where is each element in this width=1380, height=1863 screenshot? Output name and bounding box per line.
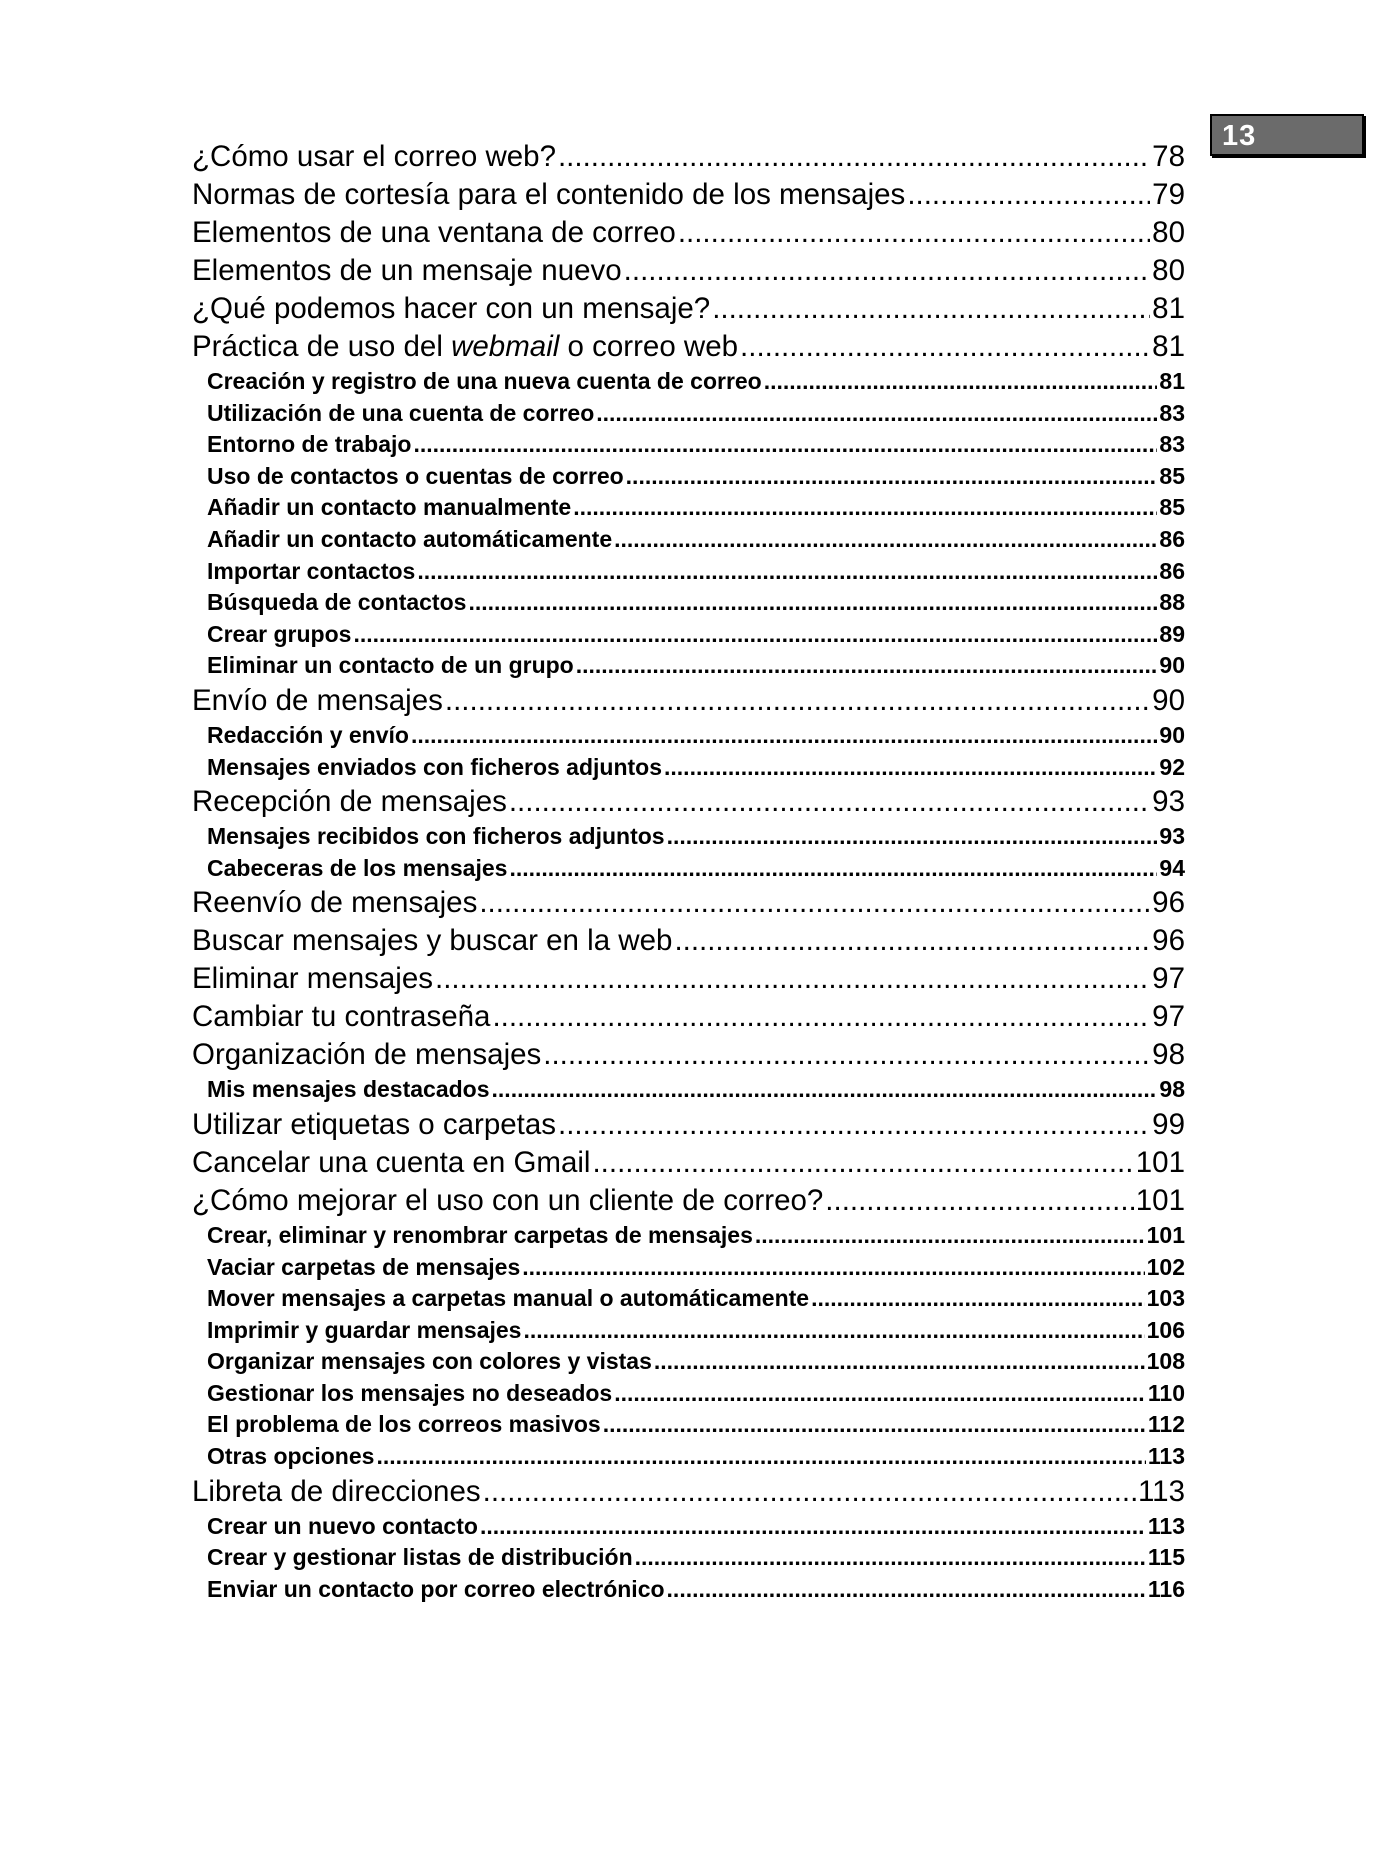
toc-page-number: 101	[1146, 1221, 1185, 1248]
toc-entry-title: Libreta de direcciones	[192, 1474, 481, 1508]
toc-section-entry[interactable]	[192, 138, 1185, 176]
toc-dot-leader	[654, 1346, 1145, 1378]
toc-dot-leader	[468, 587, 1157, 619]
page-number: 13	[1222, 120, 1257, 152]
toc-page-number: 94	[1159, 854, 1185, 881]
toc-page-number: 101	[1135, 1183, 1185, 1217]
toc-entry-title-part: Práctica de uso del	[192, 330, 452, 363]
toc-entry-title: Eliminar mensajes	[192, 962, 433, 996]
toc-page-number: 98	[1152, 1038, 1185, 1072]
toc-dot-leader	[907, 176, 1150, 214]
toc-entry-title: Elementos de un mensaje nuevo	[192, 254, 622, 287]
toc-dot-leader	[674, 922, 1150, 960]
toc-dot-leader	[825, 1182, 1133, 1220]
toc-subsection-entry[interactable]	[192, 1409, 1185, 1441]
toc-page-number: 79	[1152, 178, 1185, 211]
toc-dot-leader	[376, 1441, 1145, 1473]
toc-page-number: 113	[1147, 1512, 1185, 1539]
toc-section-entry[interactable]	[192, 1144, 1185, 1182]
toc-dot-leader	[664, 752, 1157, 784]
toc-dot-leader	[614, 1378, 1146, 1410]
toc-entry-title: Crear y gestionar listas de distribución	[207, 1544, 633, 1571]
toc-entry-title: El problema de los correos masivos	[207, 1411, 601, 1438]
toc-entry-title: Organizar mensajes con colores y vistas	[207, 1348, 652, 1375]
toc-entry-title: Entorno de trabajo	[207, 431, 412, 458]
toc-page-number: 93	[1159, 823, 1185, 850]
toc-page-number: 85	[1159, 494, 1185, 521]
toc-dot-leader	[558, 138, 1150, 176]
toc-entry-title: Uso de contactos o cuentas de correo	[207, 462, 624, 489]
toc-dot-leader	[614, 524, 1157, 556]
toc-subsection-entry[interactable]	[192, 366, 1185, 398]
toc-subsection-entry[interactable]	[192, 1074, 1185, 1106]
toc-entry-title: ¿Cómo mejorar el uso con un cliente de correo?	[192, 1183, 824, 1217]
toc-page-number: 113	[1147, 1443, 1185, 1470]
toc-subsection-entry[interactable]	[192, 1441, 1185, 1473]
toc-dot-leader	[603, 1409, 1146, 1441]
toc-dot-leader	[411, 720, 1157, 752]
toc-entry-title: Crear grupos	[207, 620, 352, 647]
toc-page-number: 101	[1135, 1145, 1185, 1179]
toc-entry-title: Recepción de mensajes	[192, 785, 507, 819]
toc-entry-title: Buscar mensajes y buscar en la web	[192, 924, 673, 958]
toc-dot-leader	[678, 214, 1150, 252]
toc-page-number: 116	[1147, 1575, 1185, 1602]
toc-dot-leader	[509, 853, 1157, 885]
page-number-tab	[1210, 114, 1364, 156]
toc-subsection-entry[interactable]	[192, 1542, 1185, 1574]
toc-dot-leader	[764, 366, 1158, 398]
toc-entry-title: Crear un nuevo contacto	[207, 1512, 478, 1539]
toc-section-entry[interactable]	[192, 1106, 1185, 1144]
toc-dot-leader	[435, 960, 1150, 998]
toc-page-number: 80	[1152, 216, 1185, 249]
toc-subsection-entry[interactable]	[192, 492, 1185, 524]
toc-entry-title: Utilización de una cuenta de correo	[207, 399, 595, 426]
toc-dot-leader	[509, 783, 1150, 821]
toc-entry-title: Cancelar una cuenta en Gmail	[192, 1145, 591, 1179]
toc-entry-title-part: o correo web	[559, 330, 739, 363]
toc-page-number: 96	[1152, 924, 1185, 958]
toc-section-entry[interactable]	[192, 328, 1185, 366]
toc-page-number: 112	[1147, 1411, 1185, 1438]
toc-entry-title: Cabeceras de los mensajes	[207, 854, 508, 881]
toc-entry-title: ¿Qué podemos hacer con un mensaje?	[192, 292, 711, 325]
toc-dot-leader	[413, 429, 1157, 461]
toc-entry-title: Gestionar los mensajes no deseados	[207, 1379, 613, 1406]
toc-subsection-entry[interactable]	[192, 619, 1185, 651]
toc-section-entry[interactable]	[192, 290, 1185, 328]
toc-subsection-entry[interactable]	[192, 429, 1185, 461]
toc-subsection-entry[interactable]	[192, 587, 1185, 619]
toc-entry-title: Cambiar tu contraseña	[192, 1000, 491, 1034]
toc-page-number: 90	[1159, 721, 1185, 748]
toc-page-number: 90	[1152, 683, 1185, 717]
toc-page-number: 83	[1159, 399, 1185, 426]
toc-entry-title	[192, 328, 738, 366]
toc-entry-title: Mover mensajes a carpetas manual o automáticamente	[207, 1285, 810, 1312]
toc-page-number: 83	[1159, 431, 1185, 458]
toc-subsection-entry[interactable]	[192, 556, 1185, 588]
toc-dot-leader	[811, 1283, 1145, 1315]
toc-dot-leader	[755, 1220, 1145, 1252]
toc-subsection-entry[interactable]	[192, 461, 1185, 493]
toc-entry-title: Mensajes recibidos con ficheros adjuntos	[207, 823, 665, 850]
toc-entry-title: Redacción y envío	[207, 721, 409, 748]
toc-dot-leader	[576, 650, 1158, 682]
toc-page-number: 106	[1146, 1316, 1185, 1343]
toc-section-entry[interactable]	[192, 998, 1185, 1036]
toc-entry-title: ¿Cómo usar el correo web?	[192, 140, 556, 173]
toc-page-number: 99	[1152, 1107, 1185, 1141]
toc-dot-leader	[483, 1473, 1136, 1511]
toc-subsection-entry[interactable]	[192, 524, 1185, 556]
toc-dot-leader	[667, 1574, 1146, 1606]
toc-page-number: 80	[1152, 254, 1185, 287]
toc-dot-leader	[543, 1036, 1150, 1074]
toc-entry-title: Crear, eliminar y renombrar carpetas de mensajes	[207, 1221, 753, 1248]
toc-page-number: 81	[1159, 368, 1185, 394]
toc-page-number: 108	[1146, 1348, 1185, 1375]
toc-dot-leader	[492, 998, 1150, 1036]
toc-dot-leader	[492, 1074, 1158, 1106]
toc-page-number: 88	[1159, 589, 1185, 616]
toc-entry-title: Búsqueda de contactos	[207, 589, 467, 616]
toc-page-number: 85	[1159, 462, 1185, 489]
toc-entry-title: Eliminar un contacto de un grupo	[207, 652, 574, 679]
toc-section-entry[interactable]	[192, 176, 1185, 214]
toc-section-entry[interactable]	[192, 884, 1185, 922]
toc-entry-title: Otras opciones	[207, 1443, 375, 1470]
toc-page-number: 92	[1159, 753, 1185, 780]
toc-dot-leader	[596, 398, 1157, 430]
toc-subsection-entry[interactable]	[192, 720, 1185, 752]
toc-page-number: 81	[1152, 292, 1185, 325]
toc-page-number: 86	[1159, 525, 1185, 552]
toc-section-entry[interactable]	[192, 1182, 1185, 1220]
toc-page-number: 113	[1137, 1474, 1185, 1508]
toc-page-number: 81	[1152, 330, 1185, 363]
toc-dot-leader	[558, 1106, 1150, 1144]
toc-section-entry[interactable]	[192, 1036, 1185, 1074]
toc-page-number: 89	[1159, 620, 1185, 647]
toc-entry-title: Mis mensajes destacados	[207, 1076, 490, 1103]
toc-section-entry[interactable]	[192, 214, 1185, 252]
toc-subsection-entry[interactable]	[192, 1315, 1185, 1347]
toc-page-number: 86	[1159, 557, 1185, 584]
toc-dot-leader	[522, 1252, 1144, 1284]
toc-page-number: 96	[1152, 886, 1185, 920]
toc-entry-title: Añadir un contacto manualmente	[207, 494, 572, 521]
toc-entry-title: Reenvío de mensajes	[192, 886, 478, 920]
toc-dot-leader	[740, 328, 1150, 366]
toc-page-number: 78	[1152, 140, 1185, 173]
toc-subsection-entry[interactable]	[192, 853, 1185, 885]
toc-section-entry[interactable]	[192, 922, 1185, 960]
toc-subsection-entry[interactable]	[192, 1346, 1185, 1378]
toc-subsection-entry[interactable]	[192, 1378, 1185, 1410]
toc-section-entry[interactable]	[192, 682, 1185, 720]
toc-dot-leader	[635, 1542, 1146, 1574]
toc-dot-leader	[573, 492, 1157, 524]
toc-section-entry[interactable]	[192, 252, 1185, 290]
toc-subsection-entry[interactable]	[192, 1252, 1185, 1284]
toc-subsection-entry[interactable]	[192, 650, 1185, 682]
toc-dot-leader	[353, 619, 1157, 651]
toc-subsection-entry[interactable]	[192, 1283, 1185, 1315]
toc-entry-title: Añadir un contacto automáticamente	[207, 525, 613, 552]
toc-subsection-entry[interactable]	[192, 1220, 1185, 1252]
toc-subsection-entry[interactable]	[192, 1511, 1185, 1543]
toc-page-number: 93	[1152, 785, 1185, 819]
toc-entry-title: Mensajes enviados con ficheros adjuntos	[207, 753, 663, 780]
toc-section-entry[interactable]	[192, 783, 1185, 821]
toc-entry-title: Elementos de una ventana de correo	[192, 216, 676, 249]
toc-dot-leader	[624, 252, 1151, 290]
toc-entry-title-emphasis: webmail	[451, 330, 560, 363]
toc-subsection-entry[interactable]	[192, 1574, 1185, 1606]
toc-page-number: 110	[1147, 1379, 1185, 1406]
toc-subsection-entry[interactable]	[192, 398, 1185, 430]
toc-dot-leader	[712, 290, 1150, 328]
toc-page-number: 97	[1152, 962, 1185, 996]
toc-page-number: 102	[1146, 1253, 1185, 1280]
toc-entry-title: Envío de mensajes	[192, 683, 443, 717]
toc-entry-title: Utilizar etiquetas o carpetas	[192, 1107, 557, 1141]
toc-dot-leader	[626, 461, 1158, 493]
toc-page-number: 103	[1146, 1285, 1185, 1312]
toc-entry-title: Organización de mensajes	[192, 1038, 542, 1072]
toc-dot-leader	[445, 682, 1150, 720]
toc-entry-title: Imprimir y guardar mensajes	[207, 1316, 522, 1343]
toc-entry-title: Enviar un contacto por correo electrónico	[207, 1575, 665, 1602]
toc-dot-leader	[479, 884, 1150, 922]
toc-dot-leader	[667, 821, 1158, 853]
toc-subsection-entry[interactable]	[192, 821, 1185, 853]
toc-entry-title: Normas de cortesía para el contenido de los mensajes	[192, 178, 906, 211]
toc-entry-title: Creación y registro de una nueva cuenta de correo	[207, 368, 762, 394]
toc-dot-leader	[592, 1144, 1133, 1182]
toc-entry-title: Vaciar carpetas de mensajes	[207, 1253, 521, 1280]
table-of-contents	[192, 138, 1185, 1605]
toc-dot-leader	[480, 1511, 1146, 1543]
toc-page-number: 90	[1159, 652, 1185, 679]
toc-entry-title: Importar contactos	[207, 557, 416, 584]
toc-dot-leader	[523, 1315, 1144, 1347]
toc-page-number: 115	[1147, 1544, 1185, 1571]
toc-dot-leader	[417, 556, 1157, 588]
toc-page-number: 97	[1152, 1000, 1185, 1034]
toc-page-number: 98	[1159, 1076, 1185, 1103]
toc-subsection-entry[interactable]	[192, 752, 1185, 784]
toc-section-entry[interactable]	[192, 1473, 1185, 1511]
toc-section-entry[interactable]	[192, 960, 1185, 998]
